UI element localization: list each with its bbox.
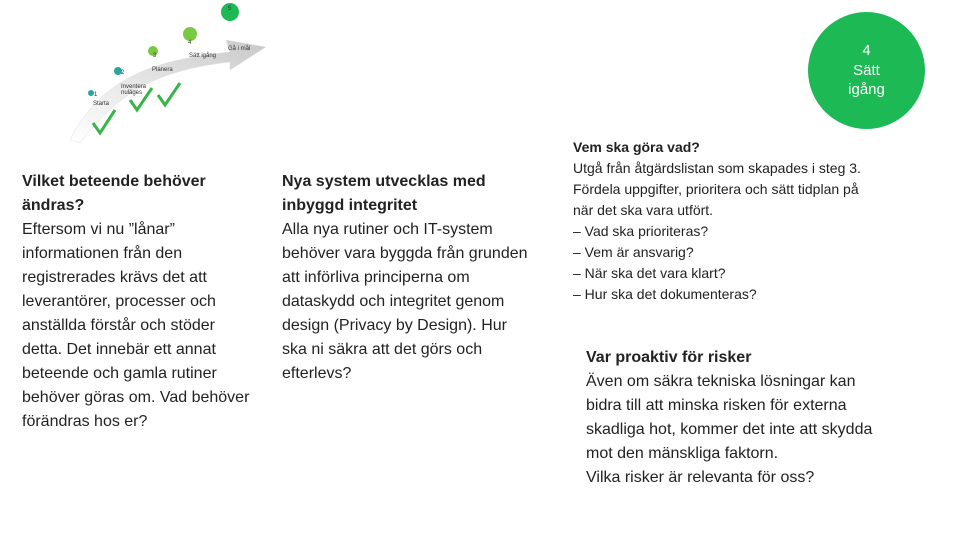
process-arrow-diagram xyxy=(60,0,290,150)
curved-arrow xyxy=(70,40,266,143)
step-badge-number: 4 xyxy=(862,42,871,60)
step-label-1: Starta xyxy=(93,101,110,107)
middle-heading: Nya system utvecklas med inbyggd integritet xyxy=(282,173,486,214)
left-body: Eftersom vi nu ”lånar” informationen från den registrerades krävs det att leverantörer, processer och anställda förstår och stöder detta. Det innebär ett annat beteende och gamla rutiner behöver göras om. Vad behöver förändras hos er? xyxy=(22,221,250,430)
left-heading: Vilket beteende behöver ändras? xyxy=(22,173,206,214)
step-badge-line2: igång xyxy=(848,81,885,99)
right-top-block xyxy=(573,137,873,305)
middle-body: Alla nya rutiner och IT-system behöver vara byggda från grunden att införliva principerna om dataskydd och integritet genom design (Privacy by Design). Hur ska ni säkra att det görs och efterlevs? xyxy=(282,221,528,382)
right-bottom-heading: Var proaktiv för risker xyxy=(586,349,752,366)
step-label-4: Sätt igång xyxy=(189,53,217,59)
step-dot-4 xyxy=(183,27,197,41)
step-num-5: 5 xyxy=(228,6,232,12)
step-label-2: Inventera nuläges xyxy=(121,84,147,97)
step-num-1: 1 xyxy=(94,92,98,98)
step-label-5: Gå i mål xyxy=(228,46,251,52)
right-bottom-body: Även om säkra tekniska lösningar kan bidra till att minska risken för externa skadliga hot, kommer det inte att skydda mot den mänskliga faktorn. xyxy=(586,373,873,462)
step-label-3: Planera xyxy=(152,67,173,73)
right-top-intro: Utgå från åtgärdslistan som skapades i steg 3. Fördela uppgifter, prioritera och sätt tidplan på när det ska vara utfört. xyxy=(573,160,861,218)
right-top-q3: – När ska det vara klart? xyxy=(573,265,726,281)
step-num-4: 4 xyxy=(188,40,192,46)
step-num-2: 2 xyxy=(121,70,125,76)
step-badge-line1: Sätt xyxy=(853,61,880,79)
right-top-q4: – Hur ska det dokumenteras? xyxy=(573,286,757,302)
step-badge xyxy=(808,12,925,129)
middle-column xyxy=(282,170,532,386)
right-bottom-question: Vilka risker är relevanta för oss? xyxy=(586,469,815,486)
right-top-q2: – Vem är ansvarig? xyxy=(573,244,694,260)
right-top-heading: Vem ska göra vad? xyxy=(573,139,700,155)
check-icon-3 xyxy=(158,83,180,105)
left-column xyxy=(22,170,252,434)
right-top-q1: – Vad ska prioriteras? xyxy=(573,223,709,239)
step-num-3: 3 xyxy=(153,53,157,59)
right-bottom-block xyxy=(586,346,876,490)
